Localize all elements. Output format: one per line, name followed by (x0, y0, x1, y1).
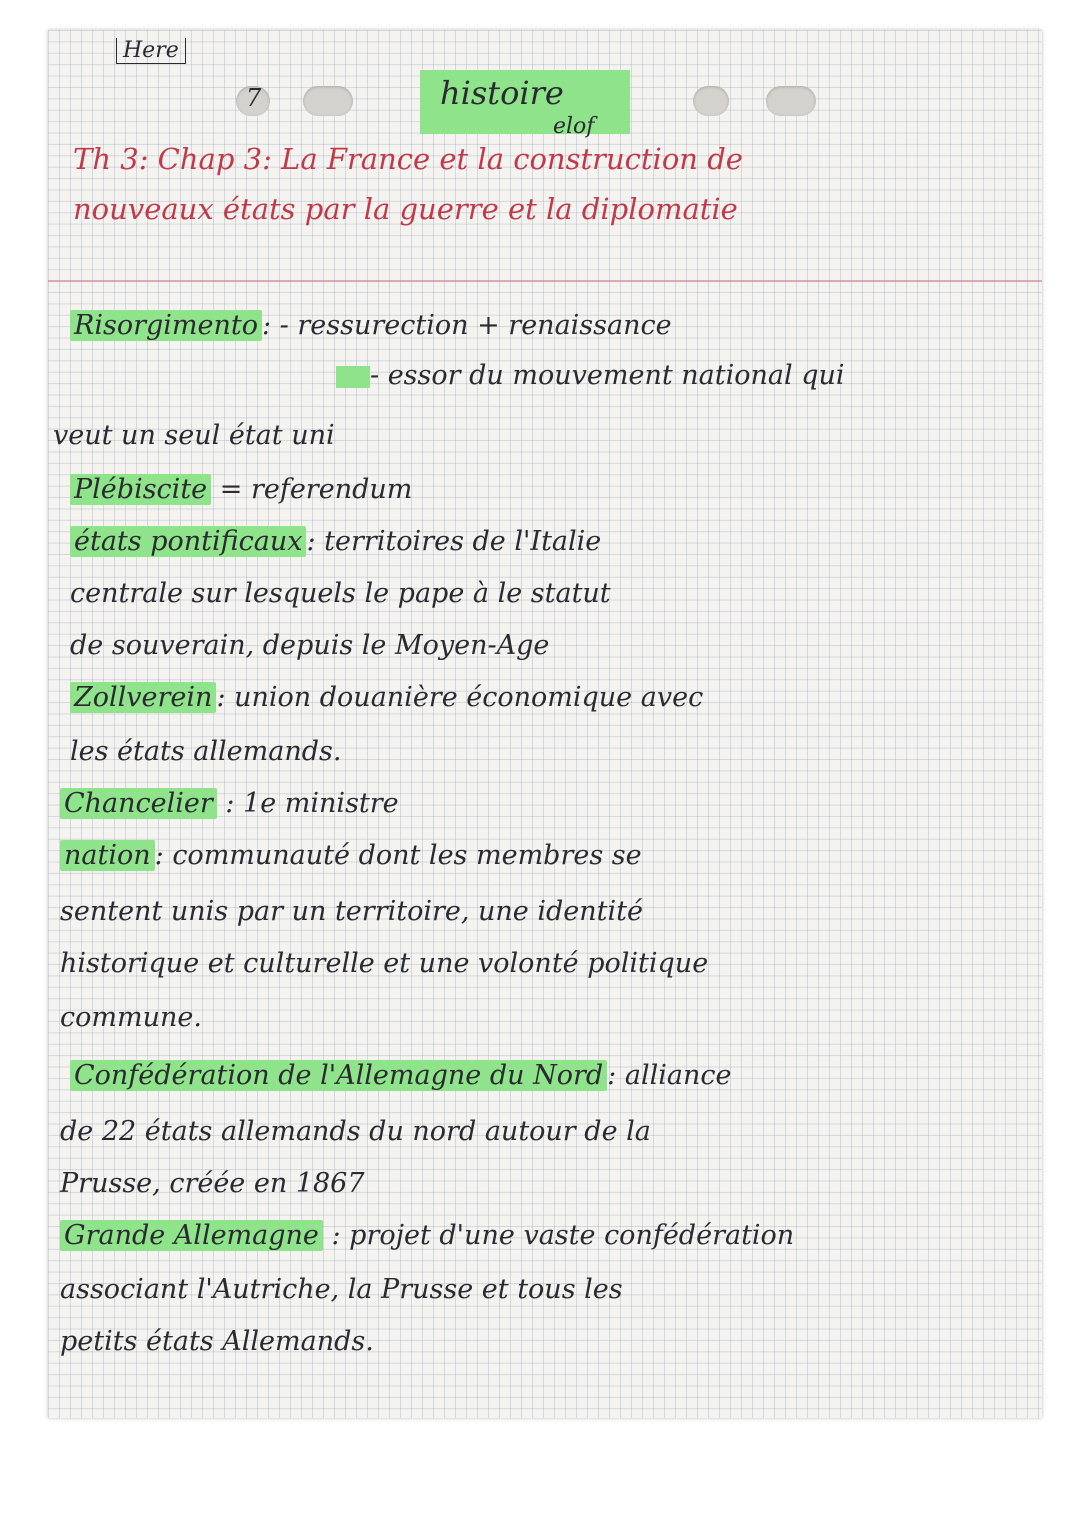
note-text: historique et culturelle et une volonté politique (60, 948, 709, 979)
note-separator: : (154, 840, 173, 871)
note-line (70, 630, 549, 661)
note-text: associant l'Autriche, la Prusse et tous les (60, 1274, 623, 1305)
note-line (60, 948, 708, 979)
note-separator: = (211, 474, 251, 505)
notebook-page (48, 30, 1042, 1418)
note-line (60, 788, 399, 819)
note-separator: : (306, 526, 325, 557)
note-text: - essor du mouvement national qui (370, 360, 845, 391)
note-line (70, 578, 611, 609)
note-line (70, 526, 601, 557)
note-line (60, 1326, 374, 1357)
note-separator: : (322, 1220, 350, 1251)
note-line (70, 310, 672, 341)
note-line (70, 736, 341, 767)
note-text: Prusse, créée en 1867 (60, 1168, 365, 1199)
note-term: Zollverein (70, 682, 216, 713)
note-separator: : (261, 310, 280, 341)
page-number: 7 (246, 84, 262, 112)
note-text: territoires de l'Italie (324, 526, 602, 557)
binder-hole (766, 86, 816, 116)
note-text: projet d'une vaste confédération (349, 1220, 795, 1251)
note-separator: : (216, 788, 244, 819)
note-line (60, 1274, 623, 1305)
chapter-title-line-1: Th 3: Chap 3: La France et la construction de (73, 142, 743, 176)
bullet-highlight (336, 366, 370, 388)
note-line (70, 682, 703, 713)
note-text: de 22 états allemands du nord autour de la (60, 1116, 651, 1147)
note-line (60, 840, 642, 871)
chapter-title-line-2: nouveaux états par la guerre et la diplomatie (73, 192, 738, 226)
note-line (60, 1220, 794, 1251)
binder-hole (693, 86, 729, 116)
note-text: 1e ministre (243, 788, 399, 819)
note-text: referendum (250, 474, 413, 505)
note-line (336, 360, 845, 391)
note-text: de souverain, depuis le Moyen-Age (70, 630, 550, 661)
note-term: états pontificaux (70, 526, 306, 557)
note-text: centrale sur lesquels le pape à le statut (70, 578, 611, 609)
note-line (53, 420, 335, 451)
note-term: Grande Allemagne (60, 1220, 323, 1251)
subject-note: elof (553, 114, 595, 139)
note-text: sentent unis par un territoire, une identité (60, 896, 643, 927)
binder-hole-left (236, 86, 270, 116)
binder-hole (303, 86, 353, 116)
note-line (60, 896, 643, 927)
note-term: nation (60, 840, 155, 871)
note-text: petits états Allemands. (60, 1326, 374, 1357)
note-term: Chancelier (60, 788, 217, 819)
note-text: alliance (624, 1060, 732, 1091)
note-line (70, 474, 412, 505)
note-text: communauté dont les membres se (172, 840, 642, 871)
top-margin-line (48, 280, 1042, 282)
subject-title: histoire (440, 74, 564, 112)
note-text: union douanière économique avec (234, 682, 704, 713)
note-term: Confédération de l'Allemagne du Nord (70, 1060, 607, 1091)
note-text: les états allemands. (70, 736, 342, 767)
note-text: commune. (60, 1002, 202, 1033)
note-term: Plébiscite (70, 474, 211, 505)
note-separator: : (607, 1060, 625, 1091)
note-separator: : (216, 682, 235, 713)
note-line (60, 1116, 651, 1147)
note-text: - ressurection + renaissance (279, 310, 672, 341)
note-line (60, 1002, 202, 1033)
note-line (60, 1168, 365, 1199)
note-term: Risorgimento (70, 310, 262, 341)
note-text: veut un seul état uni (53, 420, 335, 451)
corner-label: Here (116, 38, 186, 64)
note-line (70, 1060, 731, 1091)
